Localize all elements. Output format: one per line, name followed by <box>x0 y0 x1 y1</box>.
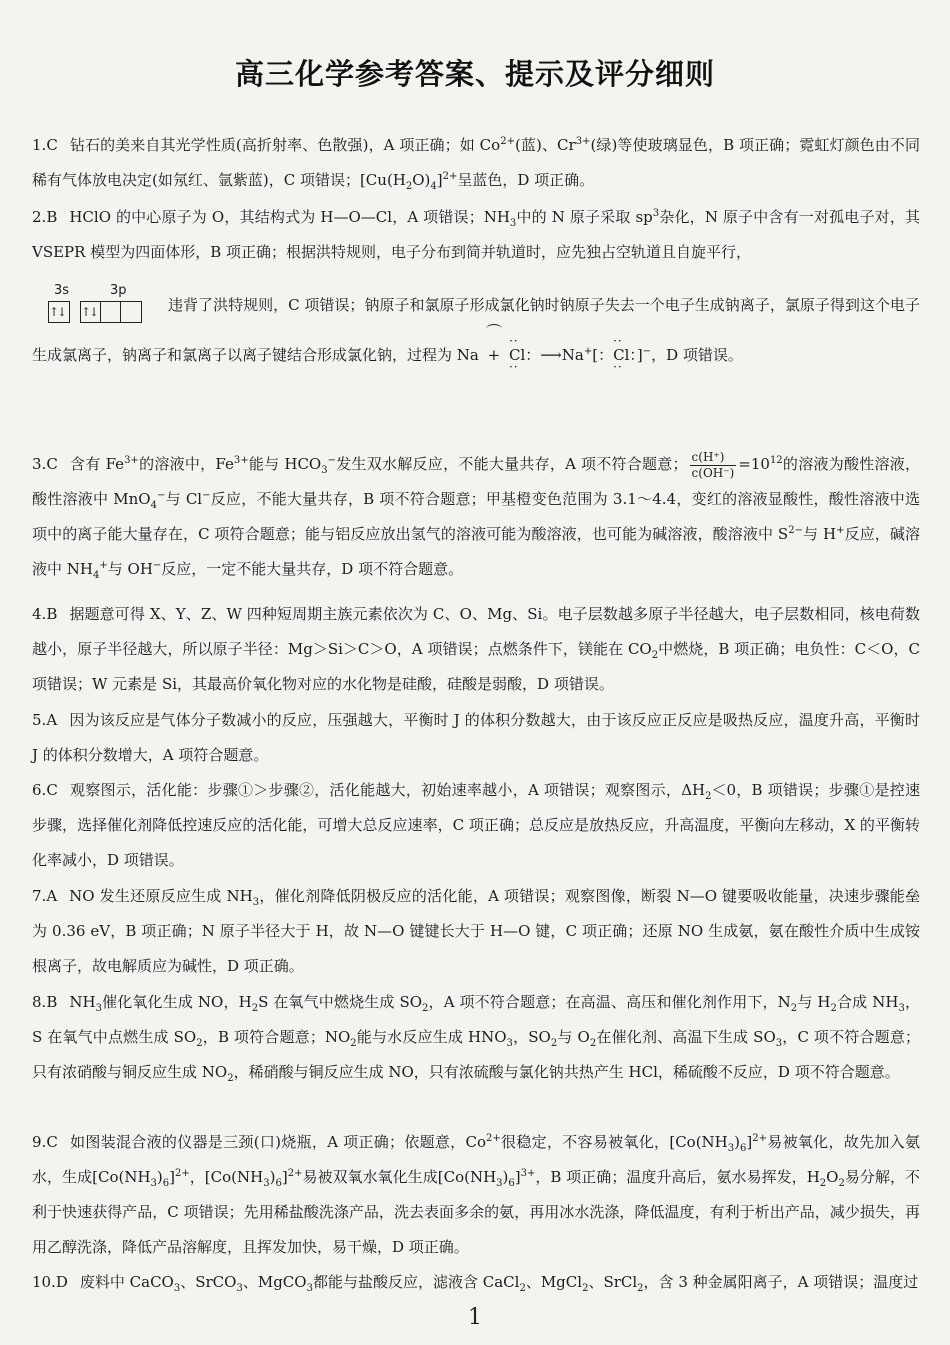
ratio-fraction: $\frac{c(H^+)}{c(OH^-)}$ <box>691 449 735 480</box>
answer-item-2: 2.B HClO 的中心原子为 O，其结构式为 H—O—Cl，A 项错误；$NH_3$中的 N 原子采取 $sp^3$杂化，N 原子中含有一对孤电子对，其 VSEPR 模型为四面体形，B 项正确；根据洪特规则，电子分布到简并轨道时，应先独占空轨道且自旋平行， 3s 3p ↑↓ ↑↓ 违背了洪特规则，C 项错误；钠原子和氯原子形成氯化钠时钠原子失去一个电子生成钠离子，氯原子得到这个电子生成氯离子，钠离子和氯离子以离子键结合形成氯化钠，过程为 Na + ·· Cl ··：⟶Na+[：·· Cl ··：]−，D 项错误。 <box>32 200 920 380</box>
answer-item-3: 3.C 含有 $Fe^{3+}$的溶液中，$Fe^{3+}$能与 $HCO_3^-$发生双水解反应，不能大量共存，A 项不符合题意； $\frac{c(H^+)}{c(OH^-)}$ $=10^{12}$的溶液为酸性溶液，酸性溶液中 MnO$_4$−与 Cl−反应，不能大量共存，B 项不符合题意；甲基橙变色范围为 3.1～4.4，变红的溶液显酸性，酸性溶液中选项中的离子能大量存在，C 项符合题意；能与铝反应放出氢气的溶液可能为酸溶液，也可能为碱溶液，酸溶液中 $S^{2-}$与 H+反应，碱溶液中 $NH_4^+$与 OH−反应，一定不能大量共存，D 项不符合题意。 <box>32 449 920 581</box>
answer-item-5: 5.A 因为该反应是气体分子数减小的反应，压强越大，平衡时 J 的体积分数越大，由于该反应正反应是吸热反应，温度升高，平衡时 J 的体积分数增大，A 项符合题意。 <box>32 711 920 764</box>
orbital-3s-box: ↑↓ <box>48 301 70 323</box>
answer-item-4: 4.B 据题意可得 X、Y、Z、W 四种短周期主族元素依次为 C、O、Mg、Si。电子层数越多原子半径越大，电子层数相同，核电荷数越小，原子半径越大，所以原子半径：Mg＞Si＞C＞O，A 项错误；点燃条件下，镁能在 $CO_2$中燃烧，B 项正确；电负性：C＜O，C 项错误；W 元素是 Si，其最高价氧化物对应的水化物是硅酸，硅酸是弱酸，D 项错误。 <box>32 605 920 693</box>
orbital-3p-box: ↑↓ <box>80 301 142 323</box>
lewis-cl-atom: ·· Cl ·· <box>509 330 525 380</box>
lewis-cl-ion: ·· Cl ·· <box>613 330 629 380</box>
answer-item-9: 9.C 如图装混合液的仪器是三颈(口)烧瓶，A 项正确；依题意，$Co^{2+}$很稳定，不容易被氧化，$[Co(NH_3)_6]^{2+}$易被氧化，故先加入氨水，生成$[Co(NH_3)_6]^{2+}$，$[Co(NH_3)_6]^{2+}$易被双氧水氧化生成$[Co(NH_3)_6]^{3+}$，B 项正确；温度升高后，氨水易挥发，$H_2O_2$易分解，不利于快速获得产品，C 项错误；先用稀盐酸洗涤产品，洗去表面多余的氨，再用冰水洗涤，降低温度，有利于析出产品，减少损失，再用乙醇洗涤，降低产品溶解度，且挥发加快，易干燥，D 项正确。 <box>32 1133 921 1256</box>
answer-item-8: 8.B $NH_3$催化氧化生成 NO，$H_2S$ 在氧气中燃烧生成 $SO_2$，A 项不符合题意；在高温、高压和催化剂作用下，$N_2$与 $H_2$合成 $NH_3$，S 在氧气中点燃生成 $SO_2$，B 项符合题意；$NO_2$能与水反应生成 $HNO_3$，$SO_2$与 $O_2$在催化剂、高温下生成 $SO_3$，C 项不符合题意；只有浓硝酸与铜反应生成 $NO_2$，稀硝酸与铜反应生成 NO，只有浓硫酸与氯化钠共热产生 HCl，稀硫酸不反应，D 项不符合题意。 <box>32 993 921 1084</box>
page-number: 1 <box>468 1305 482 1330</box>
orbital-diagram: 3s 3p ↑↓ ↑↓ <box>48 286 168 326</box>
electron-transfer-arrow: + <box>484 330 505 380</box>
answer-item-10: 10.D 废料中 CaCO$_3$、SrCO$_3$、MgCO$_3$都能与盐酸反应，滤液含 CaCl$_2$、MgCl$_2$、SrCl$_2$，含 3 种金属阳离子，A 项错误；温度过 <box>32 1273 919 1294</box>
answer-item-6: 6.C 观察图示，活化能：步骤①＞步骤②，活化能越大，初始速率越小，A 项错误；观察图示，$\Delta H_2<0$，B 项错误；步骤①是控速步骤，选择催化剂降低控速反应的活化能，可增大总反应速率，C 项正确；总反应是放热反应，升高温度，平衡向左移动，X 的平衡转化率减小，D 项错误。 <box>32 781 920 869</box>
page-title: 高三化学参考答案、提示及评分细则 <box>234 57 715 91</box>
answer-item-1: 1.C 钻石的美来自其光学性质(高折射率、色散强)，A 项正确；如 $Co^{2+}$(蓝)、$Cr^{3+}$(绿)等使玻璃显色，B 项正确；霓虹灯颜色由不同稀有气体放电决定(如氖红、氩紫蓝)，C 项错误；$[Cu(H_2O)_4]^{2+}$呈蓝色，D 项正确。 <box>32 136 920 192</box>
answer-item-7: 7.A NO 发生还原反应生成 $NH_3$，催化剂降低阴极反应的活化能，A 项错误；观察图像，断裂 N—O 键要吸收能量，决速步骤能垒为 0.36 eV，B 项正确；N 原子半径大于 H，故 N—O 键键长大于 H—O 键，C 项正确；还原 NO 生成氨，氨在酸性介质中生成铵根离子，故电解质应为碱性，D 项正确。 <box>32 887 920 975</box>
